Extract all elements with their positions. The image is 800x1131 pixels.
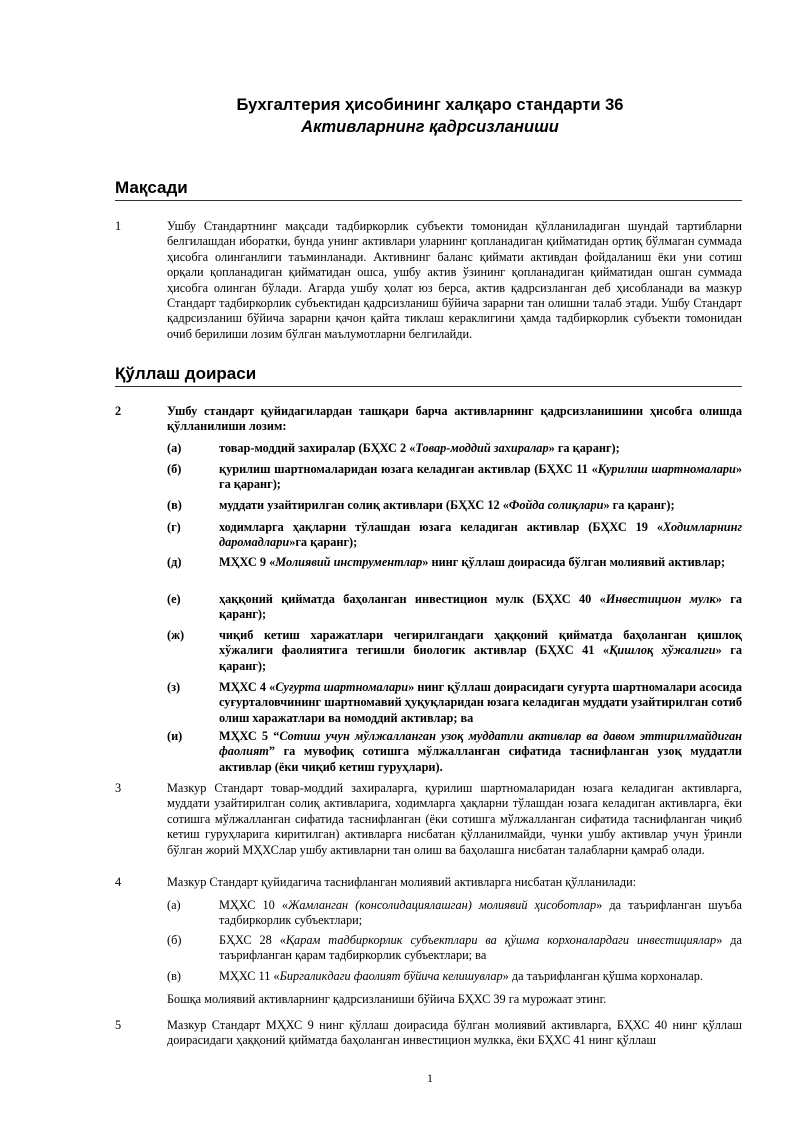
list-item-label: (е)	[167, 592, 181, 606]
paragraph-intro: Мазкур Стандарт қуйидагича таснифланган молиявий активларга нисбатан қўлланилади:	[167, 875, 637, 889]
list-item-text: БҲХС 28 «Қарам тадбиркорлик субъектлари ва қўшма корхоналардаги инвестициялар» да таърифланган қарам тадбиркорлик субъектлари; ва	[219, 933, 742, 963]
list-item-label: (в)	[167, 969, 181, 983]
list-item-text: чиқиб кетиш харажатлари чегирилгандаги ҳаққоний қийматда баҳоланган қишлоқ хўжалиги фаолиятига тегишли биологик активлар (БҲХС 41 «Қишлоқ хўжалиги» га қаранг);	[219, 628, 742, 673]
list-item-text: МҲХС 4 «Суғурта шартномалари» нинг қўллаш доирасидаги суғурта шартномалари асосида суғурталовчининг шартномавий ҳуқуқларидан юзага келадиган муддати узайтирилган сотиб олиш харажатлари ва номоддий активлар; ва	[219, 680, 742, 725]
paragraph-text: Ушбу Стандартнинг мақсади тадбиркорлик субъекти томонидан қўлланиладиган шундай тартибларни белгилашдан иборатки, бунда унинг активлари уларнинг қопланадиган қийматидан ортиқ бўлмаган суммада ҳисобга олинганлиги таъминланади. Активнинг баланс қиймати активдан фойдаланиш ёки уни сотиш орқали қопланадиган қийматидан ошса, ушбу актив ўзининг қопланадиган қийматидан ошган суммада ҳисобга олинган бўлади. Агарда ушбу ҳолат юз берса, актив қадрсизланган деб ҳисобланади ва мазкур Стандарт тадбиркорлик субъектидан қадрсизланиш бўйича зарарни тан олишни талаб этади. Ушбу Стандарт қадрсизланиш бўйича зарарни қачон қайта тиклаш кераклигини ҳамда тадбиркорлик субъекти томонидан очиб берилиши лозим бўлган маълумотларни белгилайди.	[167, 219, 742, 341]
list-item-text: МҲХС 5 “Сотиш учун мўлжалланган узоқ муддатли активлар ва давом эттирилмайдиган фаолият” га мувофиқ сотишга мўлжалланган сифатида таснифланган узоқ муддатли активлар (ёки чиқиб кетиш гуруҳлари).	[219, 729, 742, 774]
paragraph-intro: Ушбу стандарт қуйидагилардан ташқари барча активларнинг қадрсизланишини ҳисобга олишда қўлланилиши лозим:	[167, 404, 742, 434]
list-item-label: (а)	[167, 441, 182, 455]
list-item-label: (з)	[167, 680, 181, 694]
list-item-text: товар-моддий захиралар (БҲХС 2 «Товар-моддий захиралар» га қаранг);	[219, 441, 620, 455]
paragraph-number: 3	[115, 781, 122, 795]
list-item-label: (д)	[167, 555, 182, 569]
list-item-text: МҲХС 10 «Жамланган (консолидациялашган) молиявий ҳисоботлар» да таърифланган шуъба тадбиркорлик субъектлари;	[219, 898, 742, 928]
list-item-label: (б)	[167, 462, 182, 476]
list-item-label: (г)	[167, 520, 181, 534]
list-item-text: МҲХС 11 «Биргаликдаги фаолият бўйича келишувлар» да таърифланган қўшма корхоналар.	[219, 969, 703, 983]
list-item-label: (а)	[167, 898, 181, 912]
page-number: 1	[427, 1071, 433, 1085]
paragraph-number: 4	[115, 875, 122, 889]
paragraph-number: 5	[115, 1018, 122, 1032]
section-heading-scope: Қўллаш доираси	[115, 364, 742, 387]
paragraph-text: Бошқа молиявий активларнинг қадрсизланиши бўйича БҲХС 39 га мурожаат этинг.	[167, 992, 607, 1006]
list-item-text: муддати узайтирилган солиқ активлари (БҲХС 12 «Фойда солиқлари» га қаранг);	[219, 498, 675, 512]
list-item-text: ходимларга ҳақларни тўлашдан юзага келадиган активлар (БҲХС 19 «Ходимларнинг даромадлари»га қаранг);	[219, 520, 742, 550]
list-item-label: (б)	[167, 933, 182, 947]
paragraph-text: Мазкур Стандарт МҲХС 9 нинг қўллаш доирасида бўлган молиявий активларга, БҲХС 40 нинг қўллаш доирасидаги ҳаққоний қийматда баҳоланган инвестицион мулкка, ёки БҲХС 41 нинг қўллаш	[167, 1018, 742, 1048]
section-heading-objective: Мақсади	[115, 178, 742, 201]
paragraph-number: 1	[115, 219, 122, 233]
document-subtitle: Активларнинг қадрсизланиши	[301, 118, 559, 136]
paragraph-text: Мазкур Стандарт товар-моддий захираларга, қурилиш шартномаларидан юзага келадиган активларга, муддати узайтирилган солиқ активларига, ходимларга ҳақларни тўлашдан юзага келадиган активларга, ёки сотишга мўлжалланган сифатида таснифланган (ёки сотишга мўлжалланган сифатида таснифланган чиқиб кетиш гуруҳларига киритилган) активларга нисбатан қўлланилмайди, чунки ушбу активлар учун ўринли бўлган жорий МҲХСлар ушбу активларни тан олиш ва баҳолашга нисбатан талабларни қамраб олади.	[167, 781, 742, 857]
paragraph-number: 2	[115, 404, 122, 418]
list-item-text: ҳаққоний қийматда баҳоланган инвестицион мулк (БҲХС 40 «Инвестицион мулк» га қаранг);	[219, 592, 742, 622]
list-item-label: (и)	[167, 729, 183, 743]
list-item-label: (в)	[167, 498, 182, 512]
list-item-text: МҲХС 9 «Молиявий инструментлар» нинг қўллаш доирасида бўлган молиявий активлар;	[219, 555, 726, 569]
document-title: Бухгалтерия ҳисобининг халқаро стандарти 36	[236, 96, 624, 114]
list-item-text: қурилиш шартномаларидан юзага келадиган активлар (БҲХС 11 «Қурилиш шартномалари» га қаранг);	[219, 462, 742, 492]
list-item-label: (ж)	[167, 628, 185, 642]
